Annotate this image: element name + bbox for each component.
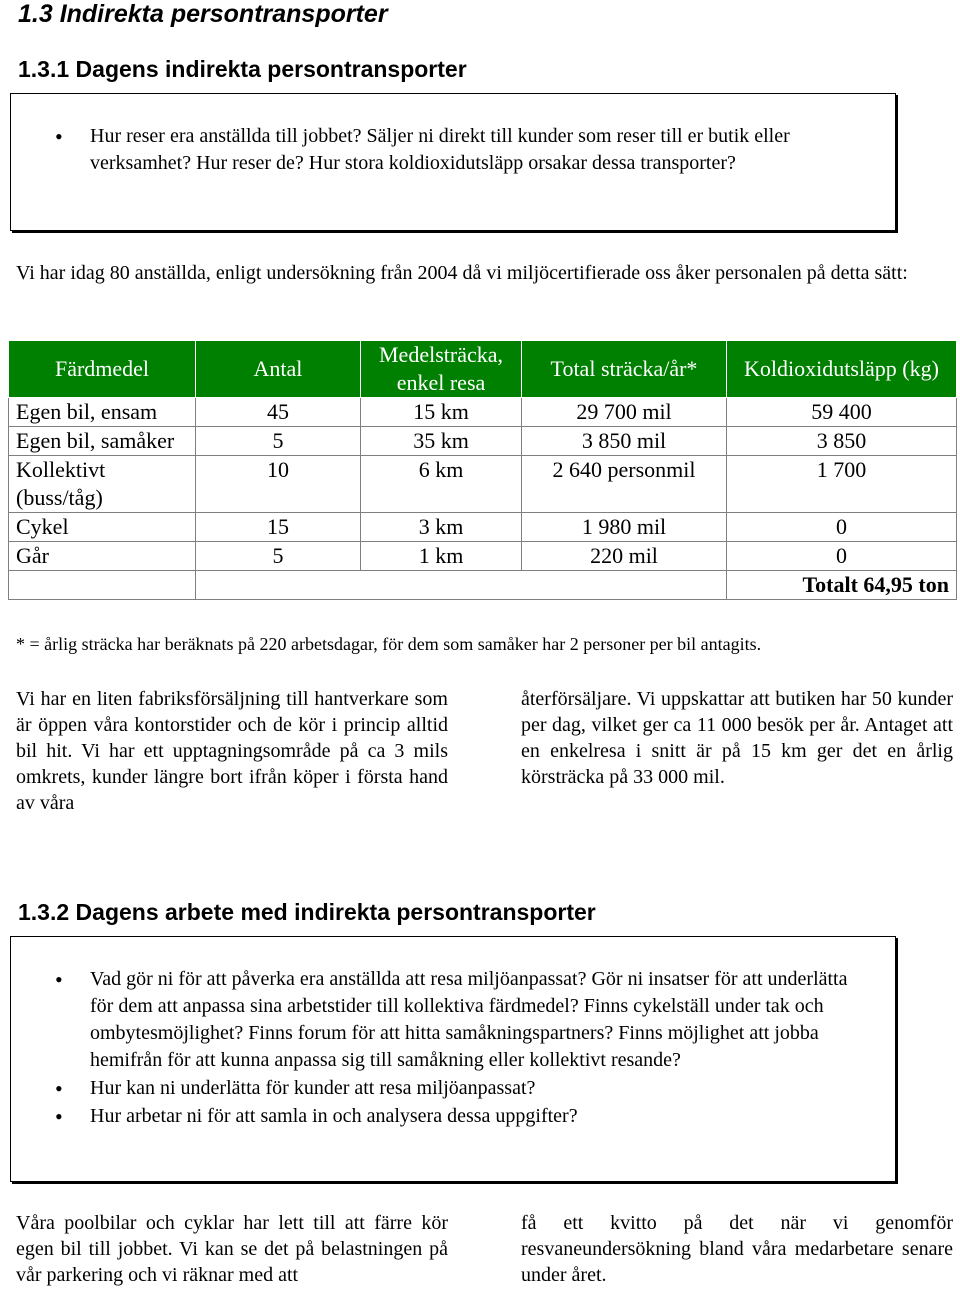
header-cell: Färdmedel [9,341,196,398]
header-cell: Medelsträcka, enkel resa [361,341,522,398]
table-cell: 59 400 [727,398,957,427]
question-list-2 [11,937,895,1130]
intro-paragraph: Vi har idag 80 anställda, enligt undersökning från 2004 då vi miljöcertifierade oss åker personalen på detta sätt: [16,262,908,284]
question-item: • Hur arbetar ni för att samla in och analysera dessa uppgifter? [11,1103,895,1130]
question-box-1 [10,93,896,231]
table-cell: Går [9,542,196,571]
table-cell: 45 [196,398,361,427]
table-cell: 35 km [361,427,522,456]
table-cell: 0 [727,513,957,542]
table-cell: 3 850 [727,427,957,456]
table-cell: 15 [196,513,361,542]
table-cell: 3 km [361,513,522,542]
table-cell: 1 700 [727,456,957,513]
table-row [9,427,957,456]
table-cell [196,571,727,600]
table-cell: 5 [196,427,361,456]
table-cell: Cykel [9,513,196,542]
transport-table [8,340,957,600]
table-cell: Egen bil, ensam [9,398,196,427]
table-total-row [9,571,957,600]
table-row [9,398,957,427]
header-cell: Antal [196,341,361,398]
table-cell: Egen bil, samåker [9,427,196,456]
table-cell: 1 km [361,542,522,571]
table-cell: 2 640 personmil [522,456,727,513]
table-cell: 5 [196,542,361,571]
table-cell: 220 mil [522,542,727,571]
table-row [9,542,957,571]
subsection-heading-2: 1.3.2 Dagens arbete med indirekta persontransporter [18,899,596,925]
question-list-1 [11,94,895,177]
total-cell: Totalt 64,95 ton [727,571,957,600]
question-item: • Hur kan ni underlätta för kunder att resa miljöanpassat? [11,1075,895,1102]
question-item: • Vad gör ni för att påverka era anställda att resa miljöanpassat? Gör ni insatser för att underlätta för dem att anpassa sina arbetstider till kollektiva färdmedel? Finns cykelställ under tak och ombytesmöjlighet? Finns forum för att hitta samåkningspartners? Finns möjlighet att jobba hemifrån för att kunna anpassa sig till samåkning eller kollektivt resande? [11,966,895,1074]
section-heading: 1.3 Indirekta persontransporter [18,0,388,28]
header-cell: Koldioxidutsläpp (kg) [727,341,957,398]
table-footnote: * = årlig sträcka har beräknats på 220 arbetsdagar, för dem som samåker har 2 personer per bil antagits. [16,634,762,654]
header-cell: Total sträcka/år* [522,341,727,398]
table-cell: 29 700 mil [522,398,727,427]
text-column-left-2: Våra poolbilar och cyklar har lett till att färre kör egen bil till jobbet. Vi kan se det på belastningen på vår parkering och vi räknar med att [16,1212,448,1286]
subsection-heading-1: 1.3.1 Dagens indirekta persontransporter [18,56,467,82]
table-header-row [9,341,957,398]
text-column-right: återförsäljare. Vi uppskattar att butiken har 50 kunder per dag, vilket ger ca 11 000 besök per år. Antaget att en enkelresa i snitt är på 15 km ger det en årlig körsträcka på 33 000 mil. [521,688,953,788]
table-row [9,456,957,513]
table-row [9,513,957,542]
table-cell: 10 [196,456,361,513]
question-box-2 [10,936,896,1182]
text-column-right-2: få ett kvitto på det när vi genomför resvaneundersökning bland våra medarbetare senare under året. [521,1212,953,1286]
table-cell: 3 850 mil [522,427,727,456]
question-item: • Hur reser era anställda till jobbet? Säljer ni direkt till kunder som reser till er butik eller verksamhet? Hur reser de? Hur stora koldioxidutsläpp orsakar dessa transporter? [11,123,895,177]
table-cell: 15 km [361,398,522,427]
table-cell: Kollektivt (buss/tåg) [9,456,196,513]
table-cell [9,571,196,600]
table-cell: 6 km [361,456,522,513]
text-column-left: Vi har en liten fabriksförsäljning till hantverkare som är öppen våra kontorstider och de kör i princip alltid bil hit. Vi har ett upptagningsområde på ca 3 mils omkrets, kunder längre bort ifrån köper i första hand av våra [16,688,448,814]
table-cell: 0 [727,542,957,571]
table-cell: 1 980 mil [522,513,727,542]
